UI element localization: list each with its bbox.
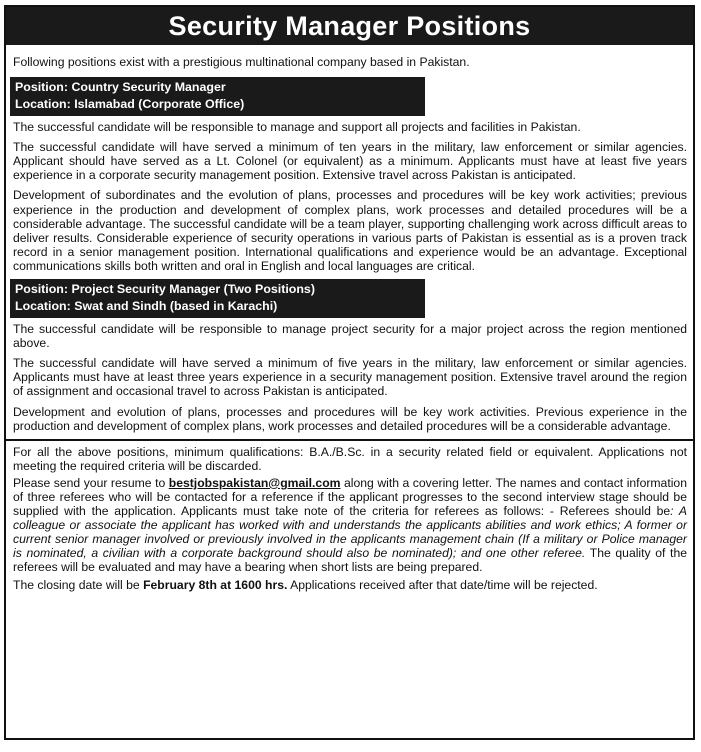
paragraph: The successful candidate will be responsible to manage and support all projects and facilities in Pakistan. xyxy=(13,120,581,135)
paragraph: The successful candidate will have served a minimum of ten years in the military, law enforcement or similar agencies. Applicant should have served as a Lt. Colonel (or equivalent) as a minimum. Applicants must have at least five years experience in a corporate security management position. Extensive travel across Pakistan is anticipated. xyxy=(13,140,687,183)
intro-text: Following positions exist with a prestigious multinational company based in Pakistan. xyxy=(13,55,470,69)
resume-prefix: Please send your resume to xyxy=(13,475,169,490)
position-location: Location: Swat and Sindh (based in Karachi) xyxy=(15,299,278,314)
quality-note: The quality of the referees will be evaluated and may have a bearing when short lists are being prepared. xyxy=(13,546,688,575)
paragraph: The successful candidate will have served a minimum of five years in the military, law enforcement or similar agencies. Applicants must have at least three years experience in a security management position. Extensive travel around the region of assignment and occasional travel to across Pakistan is anticipated. xyxy=(13,356,687,399)
section-divider xyxy=(6,439,693,441)
resume-instructions xyxy=(13,476,687,575)
ad-body xyxy=(6,45,693,592)
position-header-2 xyxy=(10,279,425,318)
qualifications-text: For all the above positions, minimum qualifications: B.A./B.Sc. in a security related field or equivalent. Applications not meeting the required criteria will be discarded. xyxy=(13,444,687,473)
position-title: Position: Country Security Manager xyxy=(15,80,226,95)
job-advertisement xyxy=(4,5,695,740)
referee-criteria: : A colleague or associate the applicant has worked with and understands the applicants abilities and work ethics; A former or current senior manager involved or previously involved in the applicants management chain (If a military or Police manager is nominated, a civilian with a corporate background should also be nominated); and one other referee. xyxy=(13,504,687,561)
position-header-1 xyxy=(10,77,425,116)
paragraph: Development and evolution of plans, processes and procedures will be key work activities. Previous experience in the production and development of complex plans, work processes and detailed procedures will be a considerable advantage. xyxy=(13,404,687,433)
application-instructions xyxy=(13,445,687,592)
paragraph: Development of subordinates and the evolution of plans, processes and procedures will be key work activities; previous experience in the production and development of complex plans, work processes and detailed procedures will be a considerable advantage. The successful candidate will be a team player, supporting challenging work across difficult areas to deliver results. Considerable experience of security operations in various parts of Pakistan is essential as is a proven track record in a senior management position. International qualifications and experience would be an advantage. Exceptional communications skills both written and oral in English and local languages are critical. xyxy=(13,188,687,273)
closing-suffix: Applications received after that date/time will be rejected. xyxy=(287,577,598,592)
closing-date-text xyxy=(13,578,687,592)
paragraph: The successful candidate will be responsible to manage project security for a major project across the region mentioned above. xyxy=(13,322,687,351)
position-location: Location: Islamabad (Corporate Office) xyxy=(15,97,245,112)
position-title: Position: Project Security Manager (Two Positions) xyxy=(15,282,315,297)
resume-suffix: along with a covering letter. The names and contact information of three referees who will be contacted for a reference if the applicant progresses to the second interview stage should be supplied with the application. Applicants must take note of the criteria for referees as follows: - Referees should be xyxy=(13,475,687,519)
closing-prefix: The closing date will be xyxy=(13,577,144,592)
email-link[interactable]: bestjobspakistan@gmail.com xyxy=(168,475,341,490)
closing-date: February 8th at 1600 hrs. xyxy=(143,577,288,592)
page-title: Security Manager Positions xyxy=(6,7,693,45)
